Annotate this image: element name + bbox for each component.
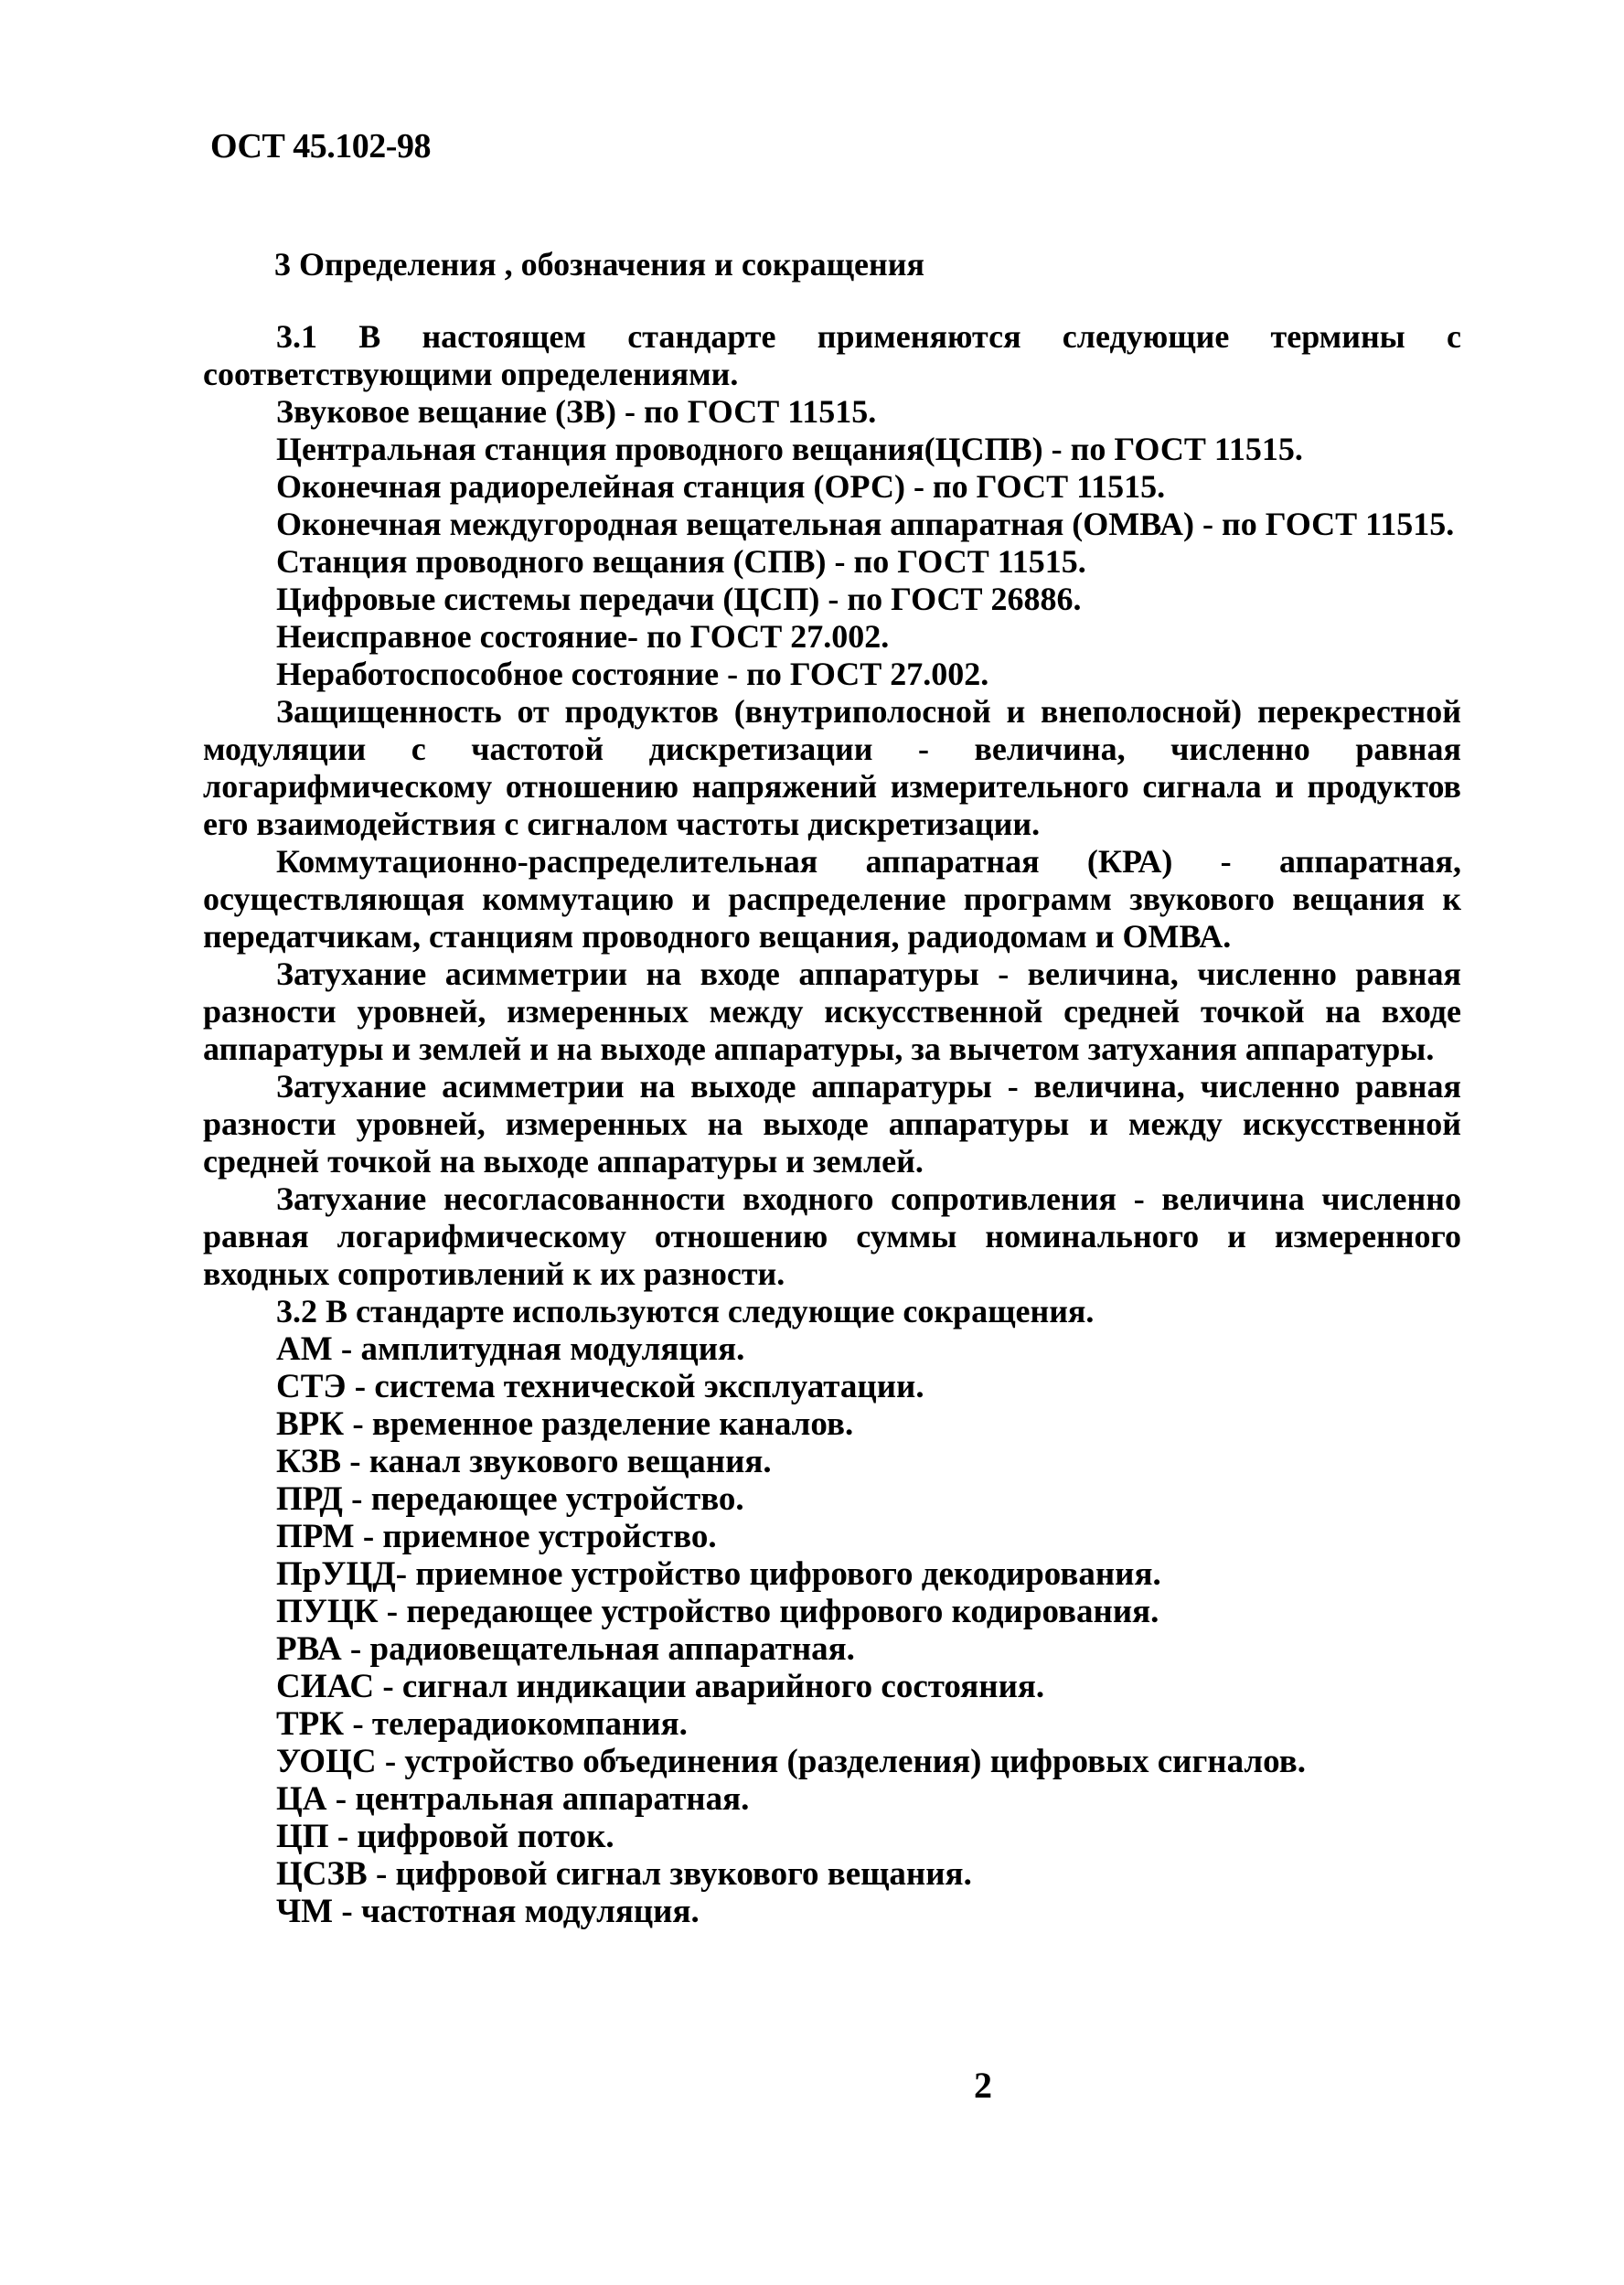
abbreviation-term: РВА	[276, 1630, 342, 1668]
abbreviation-item	[203, 1330, 1461, 1368]
abbreviation-term: КЗВ	[276, 1443, 342, 1480]
abbreviation-item	[203, 1443, 1461, 1480]
abbreviation-item	[203, 1593, 1461, 1630]
term-reference: Звуковое вещание (ЗВ) - по ГОСТ 11515.	[276, 393, 877, 430]
abbreviation-item	[203, 1555, 1461, 1593]
section-body	[203, 318, 1461, 1930]
abbreviation-meaning: - центральная аппаратная.	[335, 1780, 750, 1818]
abbreviation-meaning: - цифровой сигнал звукового вещания.	[375, 1855, 972, 1893]
abbreviation-term: ПРД	[276, 1480, 343, 1518]
abbreviation-item	[203, 1855, 1461, 1893]
abbreviation-term: ПРМ	[276, 1518, 355, 1555]
abbreviation-meaning: - передающее устройство.	[351, 1480, 744, 1518]
abbreviation-meaning: - телерадиокомпания.	[352, 1705, 688, 1743]
term-reference: Цифровые системы передачи (ЦСП) - по ГОСТ 26886.	[276, 581, 1082, 617]
abbreviation-item	[203, 1668, 1461, 1705]
abbreviation-item	[203, 1893, 1461, 1930]
abbreviation-item	[203, 1818, 1461, 1855]
abbreviation-term: ЦА	[276, 1780, 327, 1818]
term-reference: Центральная станция проводного вещания(ЦСПВ) - по ГОСТ 11515.	[276, 431, 1303, 467]
abbreviation-meaning: - цифровой поток.	[337, 1818, 614, 1855]
abbreviation-meaning: - устройство объединения (разделения) цифровых сигналов.	[384, 1743, 1306, 1780]
abbreviation-term: ЦП	[276, 1818, 329, 1855]
abbreviation-meaning: - система технической эксплуатации.	[354, 1368, 924, 1405]
abbreviation-item	[203, 1405, 1461, 1443]
page-number: 2	[974, 2065, 992, 2106]
term-reference: Оконечная радиорелейная станция (ОРС) - по ГОСТ 11515.	[276, 468, 1166, 505]
term-reference: Оконечная междугородная вещательная аппаратная (ОМВА) - по ГОСТ 11515.	[276, 506, 1455, 542]
term-reference-list	[203, 393, 1461, 693]
abbreviation-meaning: - сигнал индикации аварийного состояния.	[382, 1668, 1045, 1705]
terms-intro: 3.1 В настоящем стандарте применяются следующие термины с соответствующими определениями.	[203, 318, 1461, 392]
abbreviation-term: АМ	[276, 1330, 333, 1368]
abbreviation-item	[203, 1705, 1461, 1743]
term-definition: Затухание асимметрии на выходе аппаратуры - величина, численно равная разности уровней, измеренных на выходе аппаратуры и между искусственной средней точкой на выходе аппаратуры и землей.	[203, 1068, 1461, 1180]
abbreviation-meaning: - временное разделение каналов.	[352, 1405, 854, 1443]
abbreviation-list	[203, 1330, 1461, 1930]
section-heading: 3 Определения , обозначения и сокращения	[274, 246, 924, 283]
abbreviation-term: ЧМ	[276, 1893, 334, 1930]
abbreviation-meaning: - передающее устройство цифрового кодирования.	[386, 1593, 1159, 1630]
term-reference: Неработоспособное состояние - по ГОСТ 27.002.	[276, 656, 989, 692]
abbreviation-term: СИАС	[276, 1668, 375, 1705]
abbreviation-meaning: - радиовещательная аппаратная.	[349, 1630, 855, 1668]
term-definition: Коммутационно-распределительная аппаратная (КРА) - аппаратная, осуществляющая коммутацию и распределение программ звукового вещания к передатчикам, станциям проводного вещания, радиодомам и ОМВА.	[203, 843, 1461, 955]
abbreviation-meaning: - приемное устройство цифрового декодирования.	[395, 1555, 1161, 1593]
abbreviation-term: ТРК	[276, 1705, 345, 1743]
term-reference: Станция проводного вещания (СПВ) - по ГОСТ 11515.	[276, 543, 1086, 580]
term-definition: Защищенность от продуктов (внутриполосной и внеполосной) перекрестной модуляции с частотой дискретизации - величина, численно равная логарифмическому отношению напряжений измерительного сигнала и продуктов его взаимодействия с сигналом частоты дискретизации.	[203, 693, 1461, 842]
abbreviation-meaning: - амплитудная модуляция.	[340, 1330, 745, 1368]
term-reference: Неисправное состояние- по ГОСТ 27.002.	[276, 618, 890, 655]
abbreviation-term: ВРК	[276, 1405, 345, 1443]
abbreviation-item	[203, 1480, 1461, 1518]
term-definition: Затухание несогласованности входного сопротивления - величина численно равная логарифмическому отношению суммы номинального и измеренного входных сопротивлений к их разности.	[203, 1180, 1461, 1292]
document-code: ОСТ 45.102-98	[210, 127, 431, 166]
abbreviation-item	[203, 1368, 1461, 1405]
abbreviation-meaning: - приемное устройство.	[362, 1518, 717, 1555]
abbreviation-term: СТЭ	[276, 1368, 347, 1405]
abbreviation-item	[203, 1630, 1461, 1668]
abbreviations-intro: 3.2 В стандарте используются следующие сокращения.	[276, 1293, 1095, 1329]
abbreviation-meaning: - канал звукового вещания.	[349, 1443, 772, 1480]
abbreviation-item	[203, 1780, 1461, 1818]
abbreviation-term: ЦСЗВ	[276, 1855, 368, 1893]
abbreviation-meaning: - частотная модуляция.	[341, 1893, 700, 1930]
abbreviation-term: ПУЦК	[276, 1593, 379, 1630]
abbreviation-term: ПрУЦД	[276, 1555, 396, 1593]
abbreviation-item	[203, 1743, 1461, 1780]
term-definition-list	[203, 693, 1461, 1293]
term-definition: Затухание асимметрии на входе аппаратуры - величина, численно равная разности уровней, измеренных между искусственной средней точкой на входе аппаратуры и землей и на выходе аппаратуры, за вычетом затухания аппаратуры.	[203, 956, 1461, 1067]
abbreviation-term: УОЦС	[276, 1743, 377, 1780]
abbreviation-item	[203, 1518, 1461, 1555]
